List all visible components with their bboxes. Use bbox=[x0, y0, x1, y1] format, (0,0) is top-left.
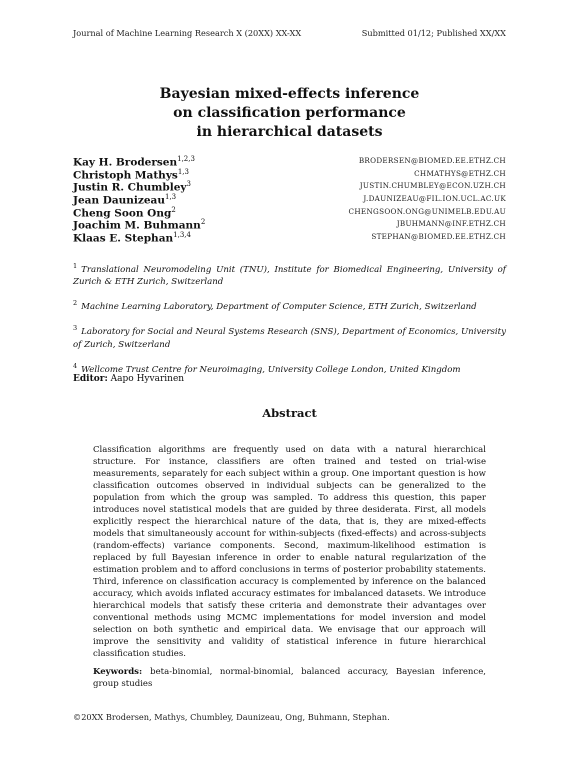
author-row bbox=[73, 168, 506, 181]
affiliation-text: Translational Neuromodeling Unit (TNU), Institute for Biomedical Engineering, University of Zurich & ETH Zurich, Switzerland bbox=[73, 264, 506, 288]
author-row bbox=[73, 155, 506, 168]
author-name: Joachim M. Buhmann bbox=[73, 219, 201, 232]
affiliation-number: 4 bbox=[73, 361, 78, 370]
author-email: STEPHAN@BIOMED.EE.ETHZ.CH bbox=[371, 232, 506, 242]
copyright-footer: ©20XX Brodersen, Mathys, Chumbley, Daunizeau, Ong, Buhmann, Stephan. bbox=[73, 712, 390, 722]
editor-line bbox=[73, 374, 184, 384]
keywords-label: Keywords: bbox=[93, 667, 143, 677]
running-header bbox=[73, 28, 506, 40]
author-email: JUSTIN.CHUMBLEY@ECON.UZH.CH bbox=[359, 181, 506, 191]
editor-name: Aapo Hyvarinen bbox=[110, 374, 185, 384]
journal-name: Journal of Machine Learning Research X (20XX) XX-XX bbox=[73, 28, 302, 38]
keywords bbox=[93, 666, 486, 690]
author-affil-marker: 2 bbox=[200, 218, 206, 227]
affiliation bbox=[73, 260, 506, 289]
paper-title bbox=[0, 85, 579, 142]
author-affil-marker: 3 bbox=[186, 180, 191, 189]
author-list bbox=[73, 155, 506, 244]
author-email: J.DAUNIZEAU@FIL.ION.UCL.AC.UK bbox=[363, 194, 506, 204]
author-row bbox=[73, 193, 506, 206]
keywords-text: beta-binomial, normal-binomial, balanced accuracy, Bayesian inference, group studies bbox=[93, 667, 486, 689]
title-line-1: Bayesian mixed-effects inference bbox=[159, 86, 420, 102]
affiliation-text: Machine Learning Laboratory, Department of Computer Science, ETH Zurich, Switzerland bbox=[81, 302, 477, 313]
affiliation bbox=[73, 297, 506, 313]
affiliation-text: Laboratory for Social and Neural Systems Research (SNS), Department of Economics, University of Zurich, Switzerland bbox=[73, 327, 506, 350]
author-row bbox=[73, 180, 506, 193]
author-row bbox=[73, 206, 506, 219]
title-line-3: in hierarchical datasets bbox=[196, 124, 383, 140]
submission-dates: Submitted 01/12; Published XX/XX bbox=[361, 28, 506, 38]
affiliation-text: Wellcome Trust Centre for Neuroimaging, University College London, United Kingdom bbox=[81, 364, 461, 375]
author-email: CHMATHYS@ETHZ.CH bbox=[414, 168, 506, 178]
author-name: Klaas E. Stephan bbox=[73, 232, 174, 245]
author-affil-marker: 1,3 bbox=[165, 193, 177, 202]
author-email: CHENGSOON.ONG@UNIMELB.EDU.AU bbox=[348, 206, 506, 216]
author-affil-marker: 1,2,3 bbox=[177, 155, 195, 163]
author-email: JBUHMANN@INF.ETHZ.CH bbox=[396, 219, 506, 229]
author-affil-marker: 2 bbox=[171, 205, 176, 214]
title-line-2: on classification performance bbox=[173, 105, 406, 121]
author-row bbox=[73, 231, 506, 244]
editor-label: Editor: bbox=[73, 374, 108, 384]
author-name: Cheng Soon Ong bbox=[73, 207, 172, 220]
affiliation-number: 1 bbox=[73, 262, 78, 270]
author-affil-marker: 1,3,4 bbox=[173, 231, 191, 240]
author-name: Christoph Mathys bbox=[73, 169, 178, 182]
author-affil-marker: 1,3 bbox=[177, 167, 189, 176]
affiliation bbox=[73, 322, 506, 351]
author-row bbox=[73, 218, 506, 231]
author-name: Kay H. Brodersen bbox=[73, 156, 178, 169]
affiliation-list bbox=[73, 260, 506, 384]
author-name: Jean Daunizeau bbox=[73, 194, 165, 207]
author-name: Justin R. Chumbley bbox=[73, 181, 187, 194]
abstract-heading: Abstract bbox=[262, 406, 317, 420]
abstract-body: Classification algorithms are frequently used on data with a natural hierarchical structure. For instance, classifiers are often trained and tested on trial-wise measurements, separately for each subject within a group. One important question is how classification outcomes observed in individual subjects can be generalized to the population from which the group was sampled. To address this question, this paper introduces novel statistical models that are guided by three desiderata. First, all models explicitly respect the hierarchical nature of the data, that is, they are mixed-effects models that simultaneously account for within-subjects (fixed-effects) and across-subjects (random-effects) variance components. Second, maximum-likelihood estimation is replaced by full Bayesian inference in order to enable natural regularization of the estimation problem and to afford conclusions in terms of posterior probability statements. Third, inference on classification accuracy is complemented by inference on the balanced accuracy, which avoids inflated accuracy estimates for imbalanced datasets. We introduce hierarchical models that satisfy these criteria and demonstrate their advantages over conventional methods using MCMC implementations for model inversion and model selection on both synthetic and empirical data. We envisage that our approach will improve the sensitivity and validity of statistical inference in future hierarchical classification studies. bbox=[93, 445, 486, 659]
affiliation-number: 2 bbox=[73, 299, 78, 308]
author-email: BRODERSEN@BIOMED.EE.ETHZ.CH bbox=[358, 156, 506, 165]
affiliation-number: 3 bbox=[73, 324, 78, 333]
